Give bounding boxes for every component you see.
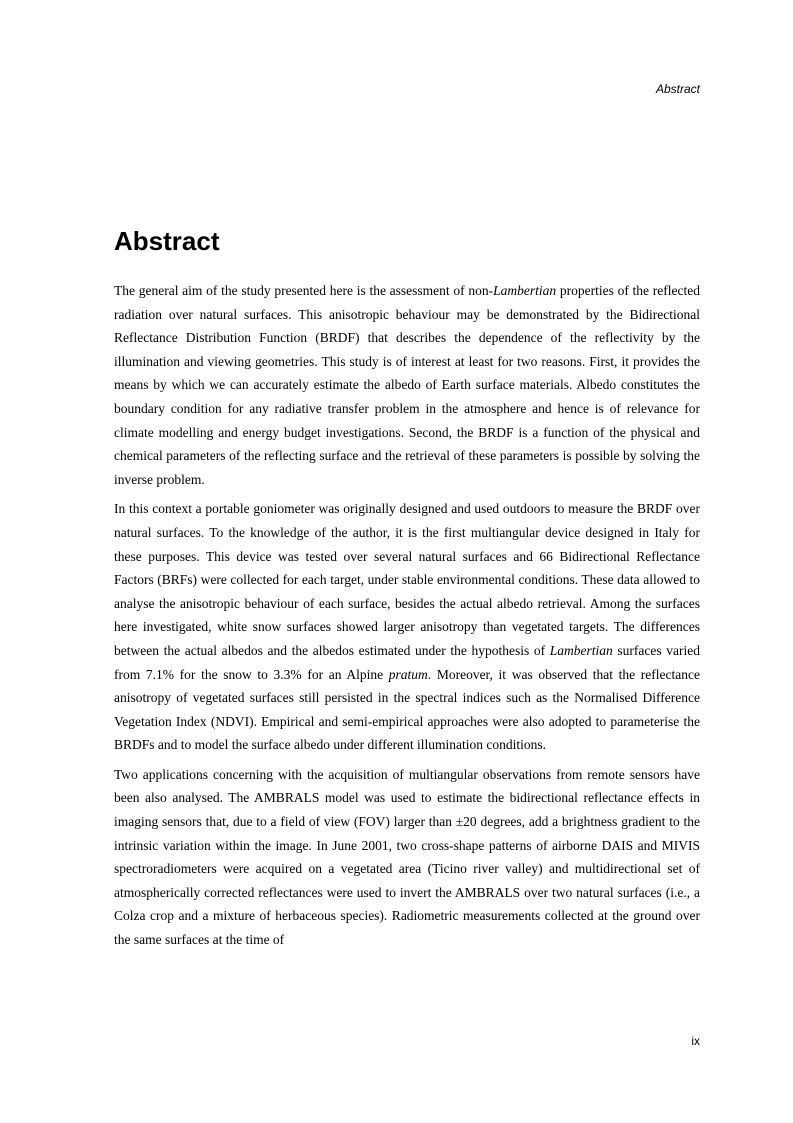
chapter-title: Abstract [114, 226, 220, 256]
paragraph-goniometer-italic-1: Lambertian [549, 642, 613, 658]
paragraph-aim [114, 279, 700, 491]
paragraph-aim-italic-term: Lambertian [493, 283, 557, 298]
paragraph-applications-text: Two applications concerning with the acquisition of multiangular observations from remote sensors have been also analysed. The AMBRALS model was used to estimate the bidirectional reflectance effects in imaging sensors that, due to a field of view (FOV) larger than ±20 degrees, add a brightness gradient to the intrinsic variation within the image. In June 2001, two cross-shape patterns of airborne DAIS and MIVIS spectroradiometers were acquired on a vegetated area (Ticino river valley) and multidirectional set of atmospherically corrected reflectances were used to invert the AMBRALS over two natural surfaces (i.e., a Colza crop and a mixture of herbaceous species). Radiometric measurements collected at the ground over the same surfaces at the time of [114, 766, 700, 948]
page-number: ix [691, 1034, 700, 1048]
body-text [114, 279, 700, 958]
paragraph-goniometer [114, 497, 700, 757]
paragraph-aim-text-end: properties of the reflected radiation over natural surfaces. This anisotropic behaviour may be demonstrated by the Bidirectional Reflectance Distribution Function (BRDF) that describes the dependence of the reflectivity by the illumination and viewing geometries. This study is of interest at least for two reasons. First, it provides the means by which we can accurately estimate the albedo of Earth surface materials. Albedo constitutes the boundary condition for any radiative transfer problem in the atmosphere and hence is of relevance for climate modelling and energy budget investigations. Second, the BRDF is a function of the physical and chemical parameters of the reflecting surface and the retrieval of these parameters is possible by solving the inverse problem. [114, 283, 700, 487]
paragraph-goniometer-text-3: . Moreover, it was observed that the reflectance anisotropy of vegetated surfaces still persisted in the spectral indices such as the Normalised Difference Vegetation Index (NDVI). Empirical and semi-empirical approaches were also adopted to parameterise the BRDFs and to model the surface albedo under different illumination conditions. [114, 666, 700, 753]
paragraph-goniometer-italic-2: pratum [388, 666, 428, 682]
paragraph-goniometer-text-1: In this context a portable goniometer was originally designed and used outdoors to measure the BRDF over natural surfaces. To the knowledge of the author, it is the first multiangular device designed in Italy for these purposes. This device was tested over several natural surfaces and 66 Bidirectional Reflectance Factors (BRFs) were collected for each target, under stable environmental conditions. These data allowed to analyse the anisotropic behaviour of each surface, besides the actual albedo retrieval. Among the surfaces here investigated, white snow surfaces showed larger anisotropy than vegetated targets. The differences between the actual albedos and the albedos estimated under the hypothesis of [114, 501, 700, 658]
running-header: Abstract [655, 82, 700, 96]
paragraph-aim-text-start: The general aim of the study presented here is the assessment of non- [114, 283, 494, 298]
paragraph-goniometer-text-2: surfaces varied from 7.1% for the snow to 3.3% for an Alpine [114, 642, 700, 682]
paragraph-applications [114, 763, 700, 952]
